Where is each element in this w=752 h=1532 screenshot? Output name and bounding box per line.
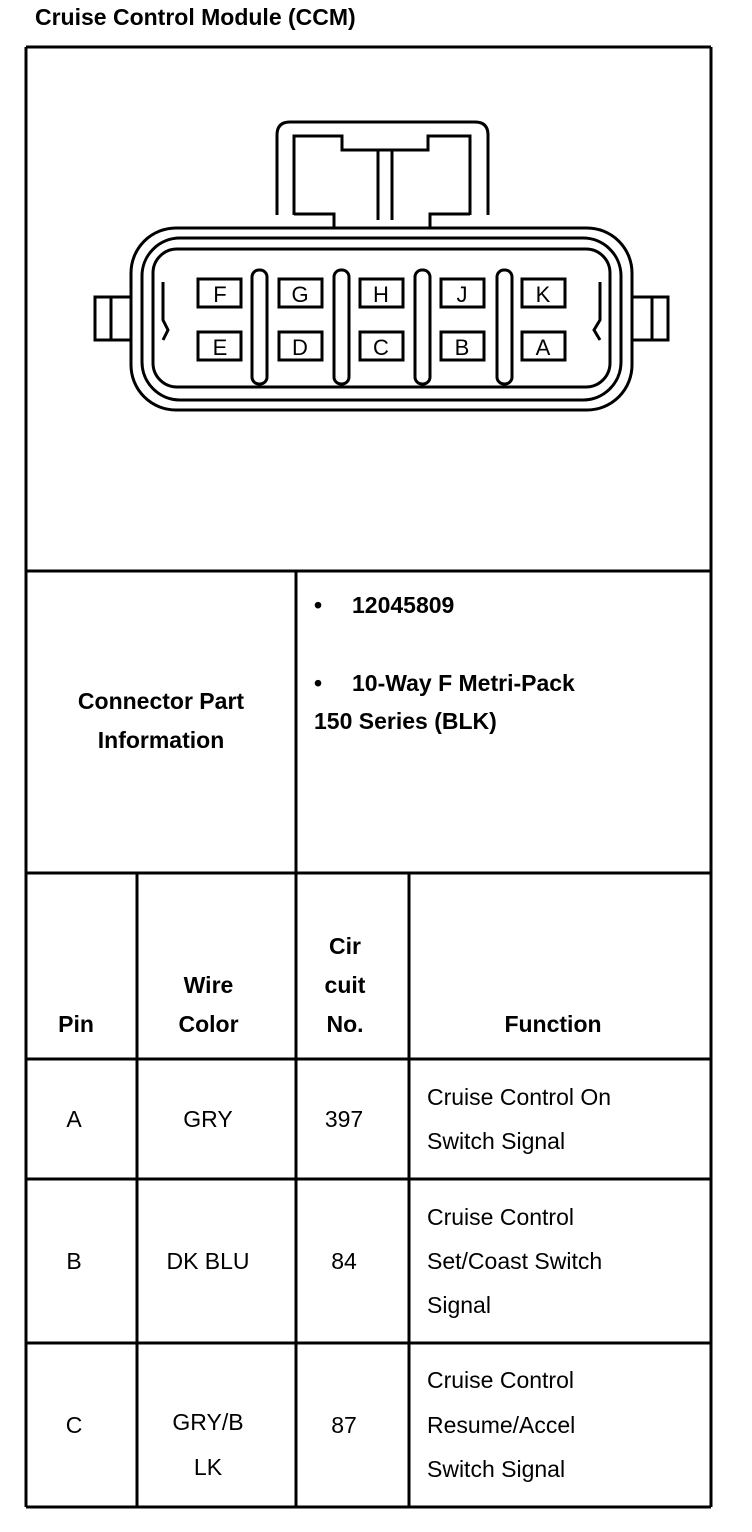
pin-label: B (454, 335, 470, 360)
table-cell-circuit: 87 (331, 1412, 357, 1438)
table-cell-wire: GRY/B (172, 1409, 244, 1435)
header-wire-2: Color (178, 1011, 239, 1037)
table-cell-wire: GRY (183, 1106, 233, 1132)
part-description-2: 150 Series (BLK) (314, 708, 497, 734)
page-title: Cruise Control Module (CCM) (35, 4, 356, 30)
table-cell-function: Set/Coast Switch (427, 1248, 603, 1274)
table-cell-wire: LK (193, 1454, 223, 1480)
bullet: • (314, 592, 323, 618)
header-function: Function (504, 1011, 602, 1037)
connector-shape (95, 122, 668, 410)
pin-label: J (456, 282, 468, 307)
header-circuit-3: No. (326, 1011, 364, 1037)
table-cell-pin: C (65, 1412, 83, 1438)
table-cell-function: Signal (427, 1292, 491, 1318)
table-cell-function: Cruise Control On (427, 1084, 612, 1110)
table-cell-function: Switch Signal (427, 1128, 566, 1154)
pin-label: D (292, 335, 308, 360)
table-cell-circuit: 84 (331, 1248, 357, 1274)
pin-label: A (535, 335, 551, 360)
table-cell-function: Resume/Accel (427, 1412, 576, 1438)
header-circuit-2: cuit (324, 972, 366, 998)
table-cell-circuit: 397 (324, 1106, 364, 1132)
table-cell-function: Cruise Control (427, 1367, 574, 1393)
header-wire-1: Wire (183, 972, 234, 998)
table-cell-function: Switch Signal (427, 1456, 566, 1482)
part-number: 12045809 (352, 592, 455, 618)
part-description-1: 10-Way F Metri-Pack (352, 670, 575, 696)
part-info-label-2: Information (97, 727, 225, 753)
pin-label: H (373, 282, 389, 307)
header-circuit-1: Cir (329, 933, 361, 959)
header-pin: Pin (58, 1011, 94, 1037)
pin-label: F (213, 282, 227, 307)
bullet: • (314, 670, 323, 696)
part-info-label-1: Connector Part (77, 688, 245, 714)
pin-label: E (212, 335, 228, 360)
pin-label: K (535, 282, 551, 307)
table-cell-pin: A (66, 1106, 82, 1132)
pin-label: C (373, 335, 389, 360)
table-cell-pin: B (66, 1248, 82, 1274)
table-cell-wire: DK BLU (166, 1248, 250, 1274)
table-cell-function: Cruise Control (427, 1204, 574, 1230)
pin-label: G (291, 282, 309, 307)
